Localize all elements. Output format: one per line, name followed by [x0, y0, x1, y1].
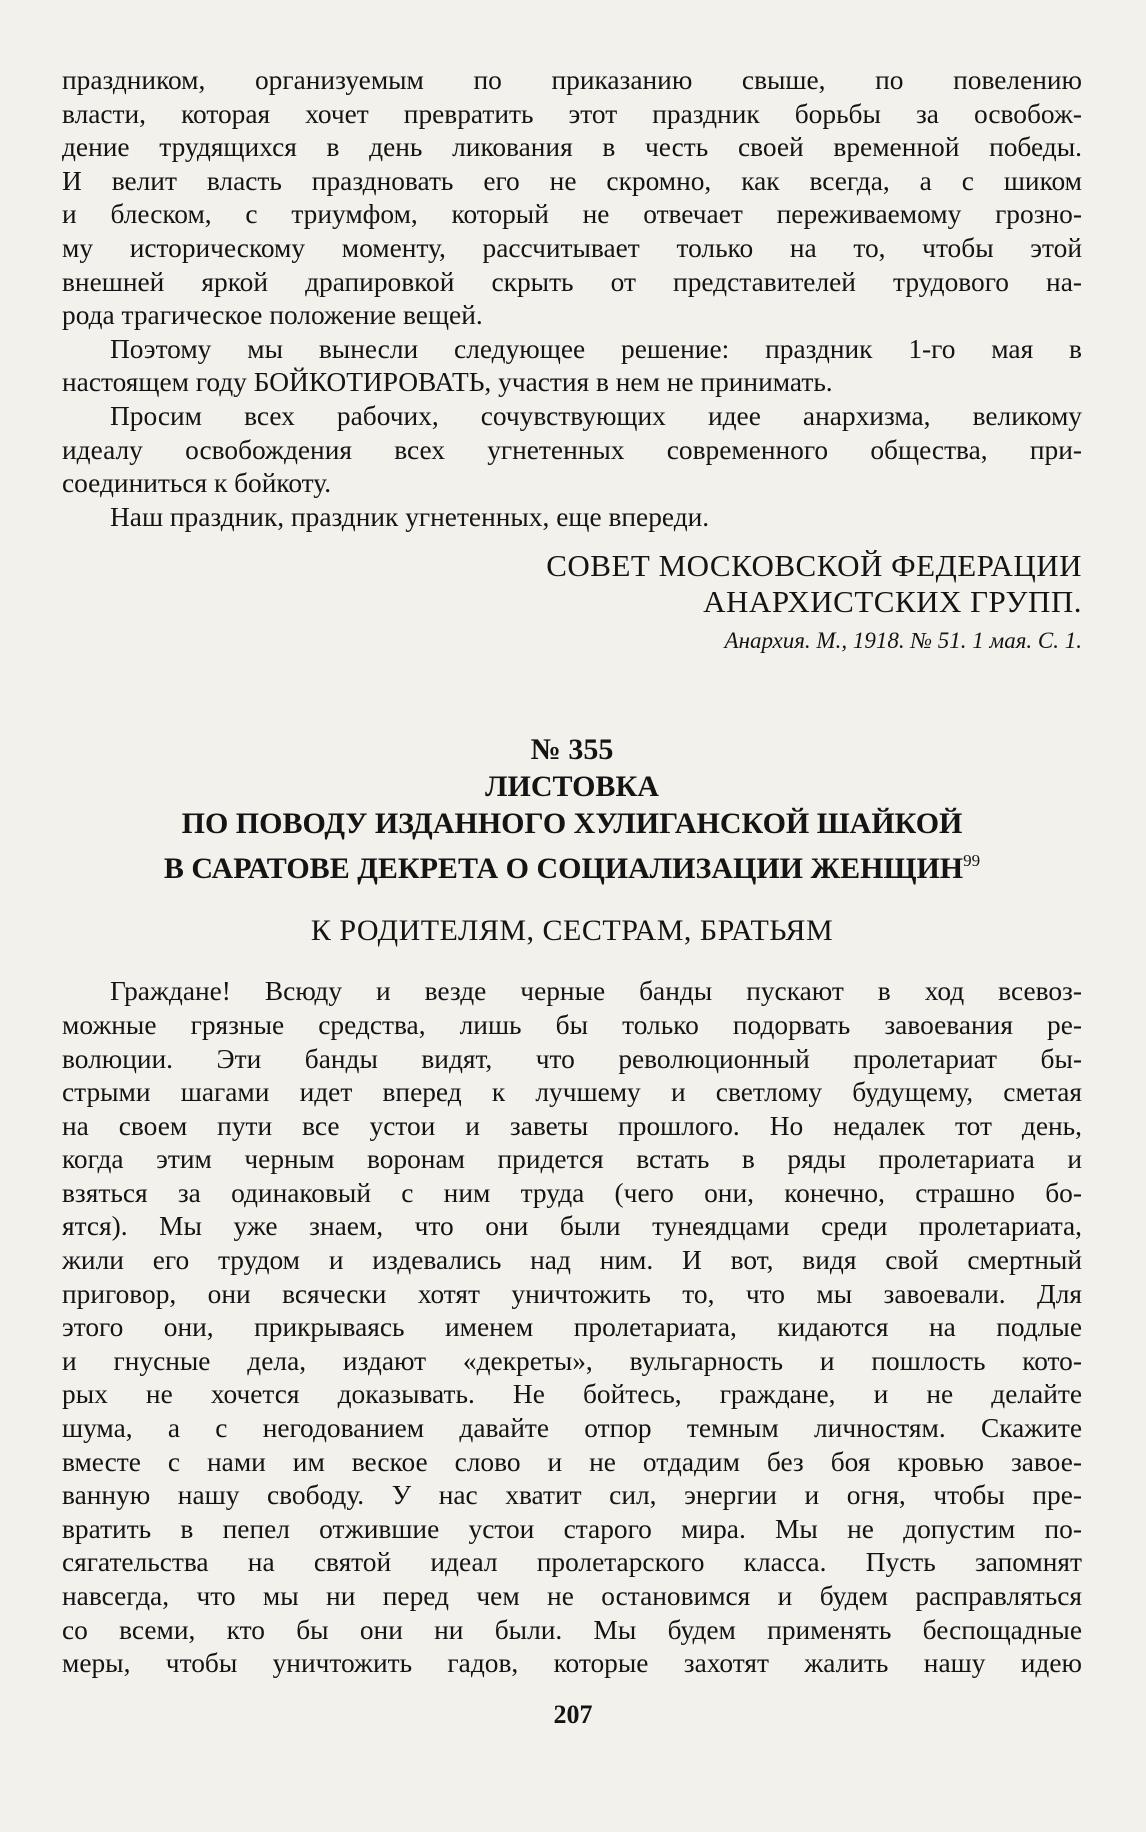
title-line-2: ПО ПОВОДУ ИЗДАННОГО ХУЛИГАНСКОЙ ШАЙКОЙ [181, 807, 963, 841]
text-line: приговор, они всячески хотят уничтожить то, что мы завоевали. Для [62, 1278, 1082, 1309]
text-line: И велит власть праздновать его не скромно, как всегда, а с шиком [62, 165, 1082, 196]
text-line: навсегда, что мы ни перед чем не остановимся и будем расправляться [62, 1581, 1082, 1611]
page-number: 207 [553, 1700, 593, 1729]
text-line: рода трагическое положение вещей. [62, 300, 483, 331]
title-line-3-text: В САРАТОВЕ ДЕКРЕТА О СОЦИАЛИЗАЦИИ ЖЕНЩИН [163, 852, 964, 886]
text-line: когда этим черным воронам придется встать в ряды пролетариата и [62, 1144, 1082, 1175]
text-line: и гнусные дела, издают «декреты», вульгарность и пошлость кото- [62, 1345, 1082, 1376]
paragraph-1 [62, 64, 1082, 333]
text-line: ятся). Мы уже знаем, что они были тунеядцами среди пролетариата, [62, 1211, 1082, 1242]
text-line: этого они, прикрываясь именем пролетариата, кидаются на подлые [62, 1312, 1082, 1343]
text-line: вместе с нами им веское слово и не отдадим без боя кровью завое- [62, 1446, 1082, 1477]
text-line: можные грязные средства, лишь бы только подорвать завоевания ре- [62, 1009, 1082, 1040]
text-line: шума, а с негодованием давайте отпор темным личностям. Скажите [62, 1413, 1082, 1444]
text-line: власти, которая хочет превратить этот праздник борьбы за освобож- [62, 98, 1082, 129]
text-line: на своем пути все устои и заветы прошлого. Но недалек тот день, [62, 1110, 1082, 1141]
text-line: вратить в пепел отжившие устои старого мира. Мы не допустим по- [62, 1513, 1082, 1544]
signature [62, 548, 1082, 620]
paragraph-2 [62, 333, 1082, 400]
title-line-1: ЛИСТОВКА [485, 770, 659, 804]
document-number: № 355 [530, 733, 614, 767]
text-line: и блеском, с триумфом, который не отвечает переживаемому грозно- [62, 199, 1082, 230]
text-line: Граждане! Всюду и везде черные банды пускают в ход всевоз- [110, 976, 1082, 1007]
signature-line-2: АНАРХИСТСКИХ ГРУПП. [703, 584, 1082, 620]
text-line: дение трудящихся в день ликования в честь своей временной победы. [62, 132, 1082, 163]
text-line: жили его трудом и издевались над ним. И вот, видя свой смертный [62, 1245, 1082, 1276]
text-line: праздником, организуемым по приказанию свыше, по повелению [62, 65, 1082, 95]
text-line: внешней яркой драпировкой скрыть от представителей трудового на- [62, 266, 1082, 297]
text-line: ванную нашу свободу. У нас хватит сил, энергии и огня, чтобы пре- [62, 1480, 1082, 1511]
body-paragraph [62, 975, 1082, 1680]
subheading: К РОДИТЕЛЯМ, СЕСТРАМ, БРАТЬЯМ [310, 914, 834, 948]
text-line: волюции. Эти банды видят, что революционный пролетариат бы- [62, 1043, 1082, 1074]
text-line: Поэтому мы вынесли следующее решение: праздник 1-го мая в [110, 333, 1082, 364]
title-line-3 [62, 842, 1082, 887]
signature-line-1: СОВЕТ МОСКОВСКОЙ ФЕДЕРАЦИИ [546, 548, 1082, 584]
document-title [62, 768, 1082, 887]
text-line: со всеми, кто бы они ни были. Мы будем применять беспощадные [62, 1614, 1082, 1645]
text-line: стрыми шагами идет вперед к лучшему и светлому будущему, сметая [62, 1077, 1082, 1108]
text-line: идеалу освобождения всех угнетенных современного общества, при- [62, 434, 1082, 465]
text-line: Просим всех рабочих, сочувствующих идее анархизма, великому [110, 400, 1082, 431]
text-line: рых не хочется доказывать. Не бойтесь, граждане, и не делайте [62, 1379, 1082, 1410]
paragraph-3 [62, 400, 1082, 501]
text-line: взяться за одинаковый с ним труда (чего они, конечно, страшно бо- [62, 1177, 1082, 1208]
paragraph-4 [62, 501, 1082, 535]
text-line: соединиться к бойкоту. [62, 468, 332, 499]
text-line: Наш праздник, праздник угнетенных, еще впереди. [110, 501, 710, 532]
text-line: меры, чтобы уничтожить гадов, которые захотят жалить нашу идею [62, 1648, 1082, 1679]
text-line: сягательства на святой идеал пролетарского класса. Пусть запомнят [62, 1547, 1082, 1578]
source-citation: Анархия. М., 1918. № 51. 1 мая. С. 1. [724, 628, 1082, 654]
footnote-ref: 99 [963, 851, 981, 871]
page-content [62, 64, 1082, 1681]
text-line: настоящем году БОЙКОТИРОВАТЬ, участия в нем не принимать. [62, 367, 833, 398]
text-line: му историческому моменту, рассчитывает только на то, чтобы этой [62, 232, 1082, 263]
